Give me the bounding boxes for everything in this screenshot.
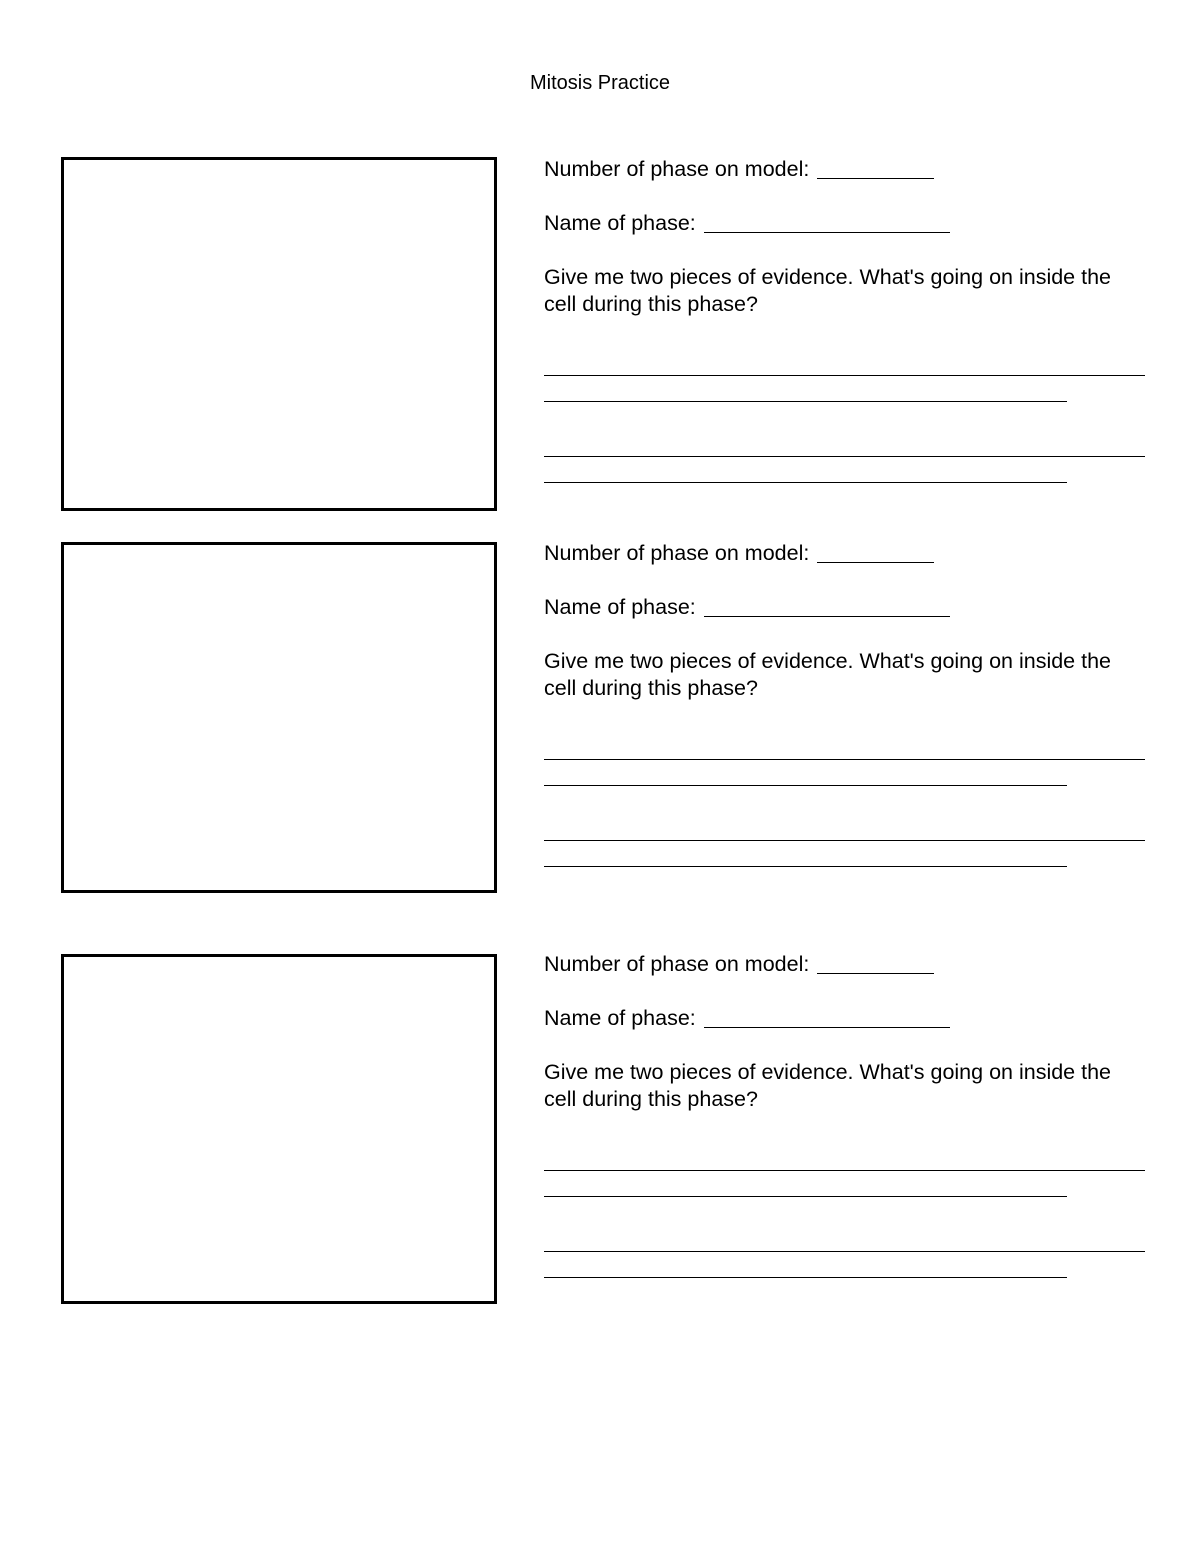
prompt-block-3 bbox=[544, 951, 1154, 1279]
phase-number-row bbox=[544, 156, 1154, 183]
evidence-answer-1[interactable] bbox=[544, 733, 1154, 787]
phase-name-label: Name of phase: bbox=[544, 595, 696, 619]
phase-name-blank[interactable] bbox=[704, 212, 950, 233]
phase-name-label: Name of phase: bbox=[544, 211, 696, 235]
answer-line bbox=[544, 1196, 1067, 1197]
answer-line bbox=[544, 375, 1145, 376]
evidence-question: Give me two pieces of evidence. What's going on inside the cell during this phase? bbox=[544, 265, 1111, 316]
phase-number-label: Number of phase on model: bbox=[544, 157, 810, 181]
drawing-box-1[interactable] bbox=[61, 157, 497, 511]
phase-number-label: Number of phase on model: bbox=[544, 952, 810, 976]
phase-number-row bbox=[544, 951, 1154, 978]
evidence-answer-2[interactable] bbox=[544, 430, 1154, 484]
answer-line bbox=[544, 456, 1145, 457]
evidence-answer-1[interactable] bbox=[544, 1144, 1154, 1198]
phase-name-row bbox=[544, 1005, 1154, 1032]
phase-number-blank[interactable] bbox=[817, 542, 934, 563]
phase-number-row bbox=[544, 540, 1154, 567]
answer-line bbox=[544, 1277, 1067, 1278]
page-title: Mitosis Practice bbox=[529, 72, 671, 94]
phase-name-label: Name of phase: bbox=[544, 1006, 696, 1030]
phase-name-blank[interactable] bbox=[704, 1007, 950, 1028]
phase-name-row bbox=[544, 594, 1154, 621]
answer-line bbox=[544, 759, 1145, 760]
phase-name-row bbox=[544, 210, 1154, 237]
answer-line bbox=[544, 401, 1067, 402]
evidence-question: Give me two pieces of evidence. What's going on inside the cell during this phase? bbox=[544, 649, 1111, 700]
answer-line bbox=[544, 1170, 1145, 1171]
answer-line bbox=[544, 866, 1067, 867]
drawing-box-2[interactable] bbox=[61, 542, 497, 893]
evidence-answer-1[interactable] bbox=[544, 349, 1154, 403]
answer-line bbox=[544, 785, 1067, 786]
answer-line bbox=[544, 482, 1067, 483]
phase-number-blank[interactable] bbox=[817, 158, 934, 179]
drawing-box-3[interactable] bbox=[61, 954, 497, 1304]
prompt-block-1 bbox=[544, 156, 1154, 484]
evidence-question: Give me two pieces of evidence. What's going on inside the cell during this phase? bbox=[544, 1060, 1111, 1111]
evidence-answer-2[interactable] bbox=[544, 1225, 1154, 1279]
phase-number-label: Number of phase on model: bbox=[544, 541, 810, 565]
prompt-block-2 bbox=[544, 540, 1154, 868]
evidence-answer-2[interactable] bbox=[544, 814, 1154, 868]
phase-number-blank[interactable] bbox=[817, 953, 934, 974]
phase-name-blank[interactable] bbox=[704, 596, 950, 617]
answer-line bbox=[544, 1251, 1145, 1252]
answer-line bbox=[544, 840, 1145, 841]
